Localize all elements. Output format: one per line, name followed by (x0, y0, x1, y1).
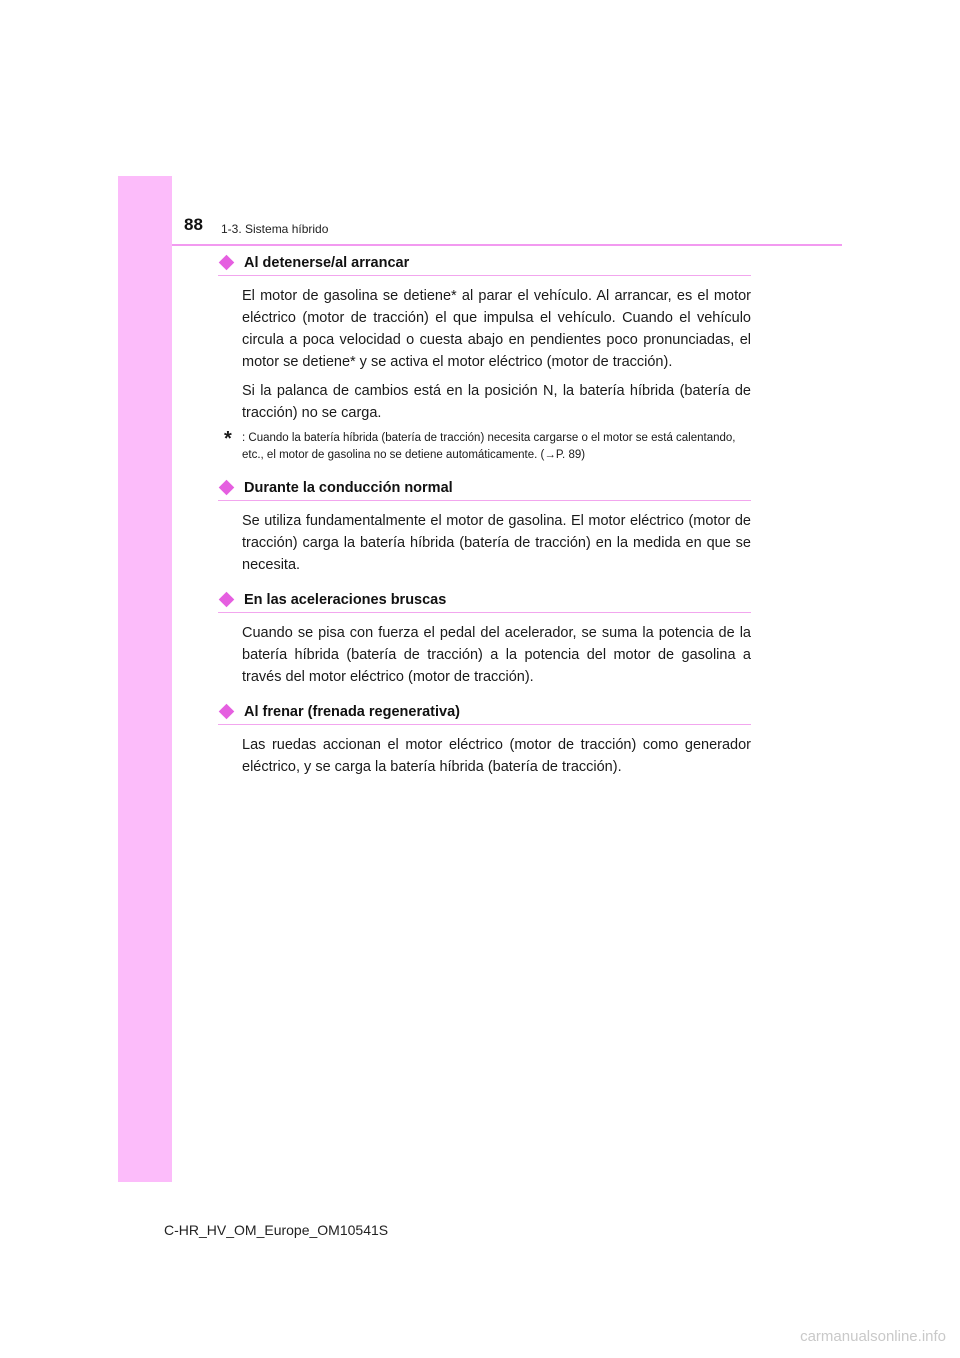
paragraph: Se utiliza fundamentalmente el motor de gasolina. El motor eléctrico (motor de tracción) carga la batería híbrida (batería de tracción) en la medida en que se necesita. (242, 513, 751, 573)
section-hard-acceleration (218, 590, 751, 688)
section-normal-driving (218, 478, 751, 576)
footnote-text: : Cuando la batería híbrida (batería de tracción) necesita cargarse o el motor se está calentando, etc., el motor de gasolina no se detiene automáticamente. (→P. 89) (242, 432, 736, 461)
section-stop-start (218, 253, 751, 464)
diamond-bullet-icon (219, 480, 235, 496)
subheading (218, 253, 751, 276)
watermark: carmanualsonline.info (800, 1328, 946, 1345)
subheading (218, 702, 751, 725)
page-number: 88 (184, 215, 203, 234)
subheading (218, 478, 751, 501)
asterisk-mark: * (224, 428, 232, 450)
footnote (224, 430, 751, 464)
subheading-text: Al detenerse/al arrancar (244, 254, 410, 271)
header-rule (172, 244, 842, 246)
section-header: 1-3. Sistema híbrido (221, 222, 329, 236)
chapter-side-band (118, 176, 172, 1182)
subheading-text: En las aceleraciones bruscas (244, 591, 447, 608)
diamond-bullet-icon (219, 255, 235, 271)
diamond-bullet-icon (219, 704, 235, 720)
document-code: C-HR_HV_OM_Europe_OM10541S (164, 1222, 389, 1238)
section-regenerative-braking (218, 702, 751, 778)
paragraph: El motor de gasolina se detiene* al parar el vehículo. Al arrancar, es el motor eléctrico (motor de tracción) el que impulsa el vehículo. Cuando el vehículo circula a poca velocidad o cuesta abajo en pendientes poco pronunciadas, el motor se detiene* y se activa el motor eléctrico (motor de tracción). (242, 288, 751, 370)
page-content (218, 253, 751, 792)
paragraph: Cuando se pisa con fuerza el pedal del acelerador, se suma la potencia de la batería híbrida (batería de tracción) a la potencia del motor de gasolina a través del motor eléctrico (motor de tracción). (242, 625, 751, 685)
subheading-text: Durante la conducción normal (244, 479, 453, 496)
diamond-bullet-icon (219, 592, 235, 608)
paragraph: Las ruedas accionan el motor eléctrico (motor de tracción) como generador eléctrico, y se carga la batería híbrida (batería de tracción). (242, 737, 751, 775)
subheading-text: Al frenar (frenada regenerativa) (244, 703, 460, 720)
paragraph: Si la palanca de cambios está en la posición N, la batería híbrida (batería de tracción) no se carga. (242, 383, 751, 421)
subheading (218, 590, 751, 613)
